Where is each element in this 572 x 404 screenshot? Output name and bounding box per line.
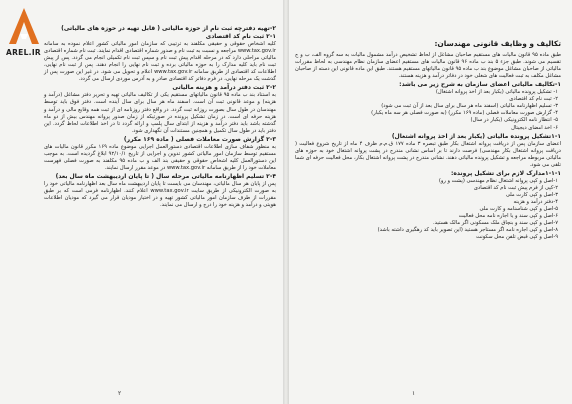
section-heading: ۱-۱تشکیل پرونده مالیاتی (یکبار بعد از اخذ پروانه اشتغال) — [391, 132, 561, 140]
section-heading: ۱-تکالیف مالیاتی اعضای سازمان به شرح زیر می باشد: — [399, 81, 561, 89]
section-heading: ۲-۲ ثبت دفتر درآمد و هزینه مالیاتی — [172, 84, 276, 92]
page-2 — [44, 24, 276, 209]
list-item: ۵- انتظار نامه الکترونیکی (یکبار در سال) — [470, 117, 558, 124]
list-item: ۲-کپی از فرم پیش ثبت نام کد اقتصادی — [473, 184, 558, 191]
list-item: ۱- تشکیل پرونده مالیاتی (یکبار بعد از اخذ پروانه اشتغال) — [435, 89, 558, 96]
list-item: ۳-اصل و کپی کارت ملی — [505, 191, 558, 198]
paragraph: اعضای سازمان پس از دریافت پروانه اشتغال بکار طبق تبصره ۳ ماده ۱۷۷ ق.م.م ظرف ۴ ماه از تاریخ شروع فعالیت ( دریافت پروانه اشتغال بکار مهندسی) فرصت دارند تا بر اساس نشانی مندرج در پشت پروانه اشتغال خود به حوزه های مالیاتی مربوطه مراجعه و تشکیل پرونده مالیاتی دهند. نشانی مندرج در پشت پروانه اشتغال بکار، محل فعالیت حرفه ای شما تلقی می شود. — [295, 140, 562, 168]
list-item: ۶- اخذ امضای دیجیتال — [511, 124, 558, 131]
page-gutter — [283, 0, 289, 404]
section-heading: ۲-۴ تسلیم اظهارنامه مالیاتی مرحله سال ( تا پایان اردیبهشت ماه سال بعد) — [55, 172, 276, 180]
list-item: ۱-اصل و کپی پروانه اشتغال نظام مهندسی (پشت و رو) — [438, 177, 558, 184]
page-number: ۱ — [412, 390, 416, 397]
section-heading: ۱-۱-۱مدارک لازم برای تشکیل پرونده: — [450, 169, 561, 177]
list-item: ۶-اصل و کپی سند و یا اجاره نامه محل فعالیت — [458, 213, 558, 220]
list-item: ۴- گزارش صورت معاملات فصلی (ماده ۱۶۹ مکرر) (به صورت فصلی هر سه ماه یکبار) — [371, 110, 558, 117]
logo-text: AREL.IR — [6, 48, 41, 57]
section-heading: ۲-تهیه دفترچه ثبت نام از حوزه مالیاتی ( قابل تهیه در حوزه های مالیاتی) — [61, 25, 276, 32]
section-heading: ۲-۳ گزارش صورت معاملات فصلی ( ماده ۱۶۹ مکرر) — [123, 135, 276, 143]
paragraph: پس از پایان هر سال مالیاتی، مهندسان می بایست تا پایان اردیبهشت ماه سال بعد اظهارنامه مالیاتی خود را به صورت الکترونیکی از طریق سایت www.tax.gov.ir اعلام کنند. اظهارنامه فرمی است که بر طبق مقررات از طرف سازمان امور مالیاتی کشور تهیه و در اختیار مودیان قرار می گیرد که مودیان اطلاعات هویتی و درآمد و هزینه خود را درج و ارسال می نمایند. — [44, 180, 276, 209]
list-item: ۸-اصل و کپی اجاره نامه اگر مستاجر هستید (این تصویر باید کد رهگیری داشته باشد) — [377, 227, 558, 234]
list-item: ۵-اصل و کپی شناسنامه و کارت ملی — [479, 206, 558, 213]
section-heading: ۲-۱ ثبت نام کد اقتصادی — [205, 33, 276, 41]
paragraph: طبق ماده ۹۵ قانون مالیات های مستقیم صاحبان مشاغل از لحاظ تشخیص درآمد مشمول مالیات به سه گروه الف، ب و ج تقسیم می شوند. طبق جزء ۵ بند ب ماده ۹۶ قانون مالیات های مستقیم اعضای سازمان نظام مهندسی به لحاظ مقررات مالیاتی از صاحبان مشاغل موضوع بند ب ماده ۹۵ قانون مالیاتهای مستقیم هستند. طبق این ماده قانونی این دسته از صاحبان مشاغل مکلف به ثبت فعالیت های شغلی خود در دفاتر درآمد و هزینه هستند. — [295, 52, 561, 80]
list-item: ۲- ثبت نام کد اقتصادی — [509, 96, 558, 103]
paragraph: کلیه اشخاص حقوقی و حقیقی مکلفند به ترتیبی که سازمان امور مالیاتی کشور اعلام نموده به سامانه www.tax.gov.ir مراجعه و نسبت به ثبت نام و صدور شماره اقتصادی اقدام نمایند. ثبت نام شماره اقتصادی مالیاتی مراحلی دارد که در مرحله اقدام پیش ثبت نام و سپس ثبت نام تکمیلی انجام می گردد. پس از پیش ثبت نام باید کلیه مدارک را به حوزه مالیاتی برده و ثبت نام نهایی را انجام دهند. پس از ثبت نام نهایی، اطلاعات کد اقتصادی از طریق سامانه www.tax.gov.ir اعلام و تحویل می شود. در غیر این صورت پس از گذشت یک مرحله نهایی، در فرم دفاتر کد اقتصادی صادر و به آدرس موردی ارسال می گردد. — [44, 41, 277, 83]
list-item: ۷-اصل و کپی سند و بنچاق ملک مسکونی اگر مالک هستید. — [433, 220, 558, 227]
list-item: ۳- تسلیم اظهارنامه مالیاتی (اسفند ماه هر سال برای سال بعد از آن ثبت می شود) — [381, 103, 558, 110]
page-number: ۲ — [118, 390, 122, 397]
arel-logo-icon — [6, 6, 42, 46]
paragraph: به منظور شفاف سازی اطلاعات اقتصادی دستورالعمل اجرایی موضوع ماده ۱۶۹ مکرر قانون مالیات های مستقیم توسط سازمان امور مالیاتی کشور تدوین و اجرایی از تاریخ ۹۲/۱۰/۱ ابلاغ گردیده است. به موجب این دستورالعمل کلیه اشخاص حقوقی و حقیقی بند الف و ب ماده ۹۵ مکلفند به صورت فصلی فهرست معاملات خود را از طریق سامانه www.tax.gov.ir در موعد مقرر ارسال نمایند. — [44, 143, 277, 171]
page-title: تکالیف و وظایف قانونی مهندسان: — [434, 39, 561, 48]
paragraph: به استناد بند ب ماده ۹۵ قانون مالیاتهای مستقیم یکی از تکالیف مالیاتی تهیه و تحریر دفتر مشاغل (درآمد و هزینه) و موعد قانونی ثبت آن است. اسفند ماه هر سال برای سال آینده است. دفتر فوق باید توسط مهندسان در طول سال بصورت روزانه ثبت گردد. در واقع دفتر روزنامه ای از ثبت همه وقایع مالی و درآمد و هزینه حرفه ای است. در زمان تشکیل پرونده در صورتیکه از زمان صدور پروانه مهندس بیش از دو ماه گذشته باشد باید دفتر درآمد و هزینه از ابتدای سال پلمپ و ارائه گردد تا در اخذ اطلاعات لحاظ گردد. این دفتر باید در طول سال تکمیل و همچنین مستندات آن نگهداری شود. — [44, 92, 276, 134]
list-item: ۴-دفتر درآمد و هزینه — [513, 198, 558, 205]
list-item: ۹-اصل و کپی قبض تلفن محل سکونت — [476, 234, 558, 241]
page-1 — [295, 40, 561, 241]
